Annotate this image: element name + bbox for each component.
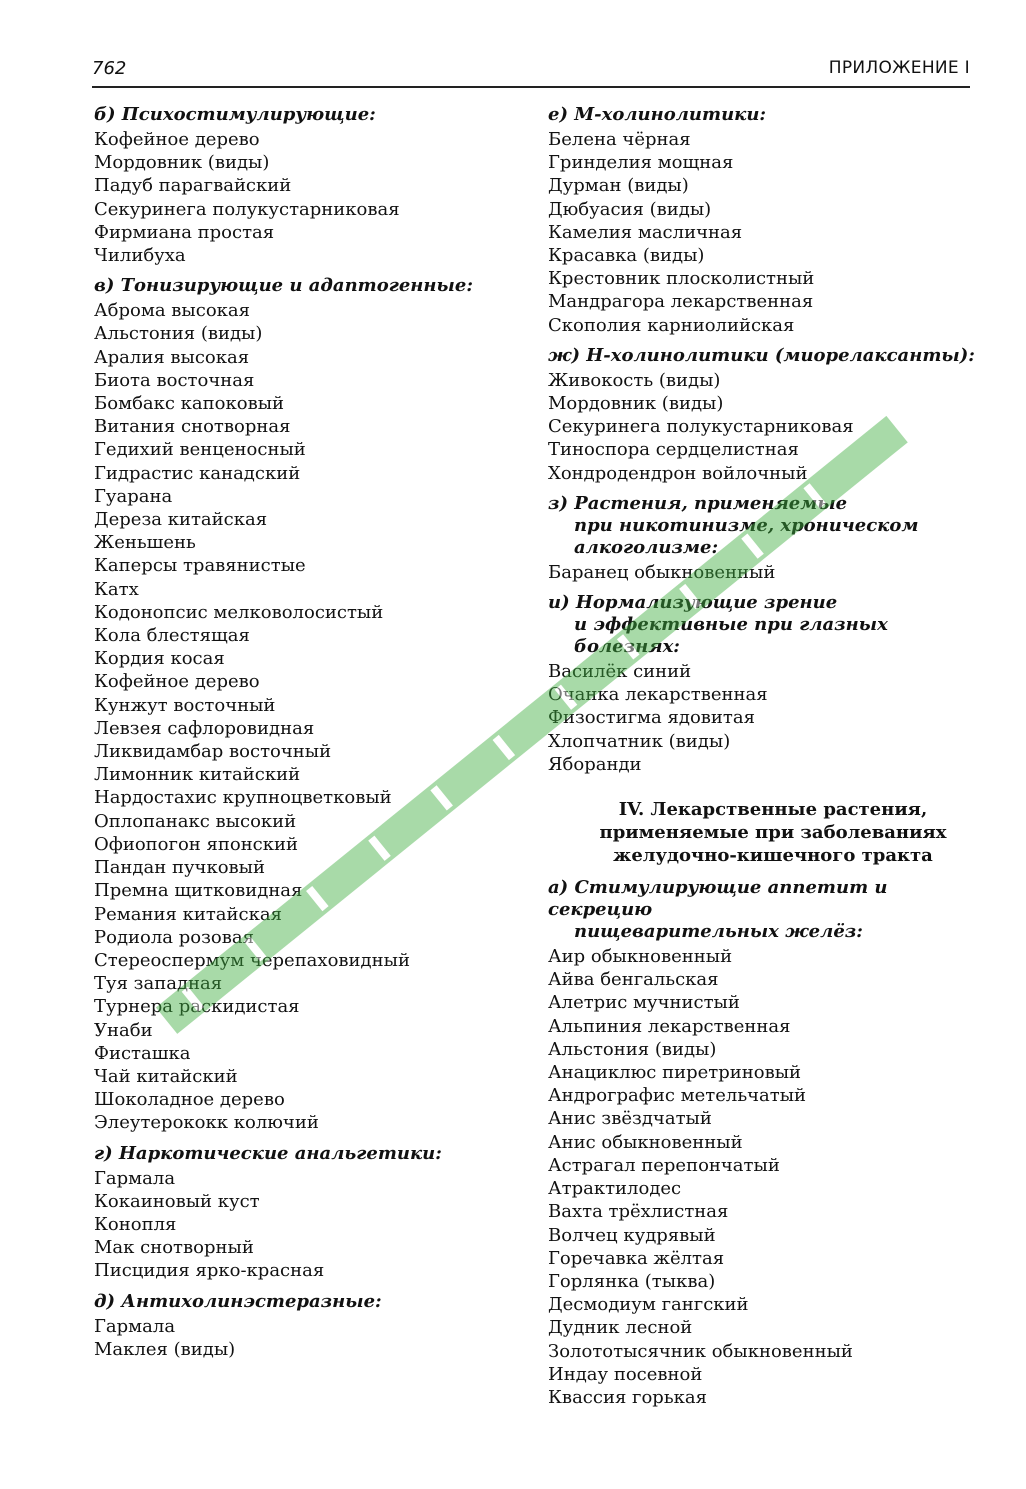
section-title-line: и эффективные при глазных болезнях: bbox=[574, 614, 888, 658]
section-title bbox=[548, 493, 978, 559]
list-item: Офиопогон японский bbox=[94, 833, 299, 855]
plant-list bbox=[94, 1167, 524, 1283]
list-item: Очанка лекарственная bbox=[548, 684, 768, 706]
list-item: Премна щитковидная bbox=[94, 880, 303, 902]
part-heading-line: желудочно-кишечного тракта bbox=[613, 845, 933, 867]
list-item: Ликвидамбар восточный bbox=[94, 741, 332, 763]
list-item: Кунжут восточный bbox=[94, 694, 276, 716]
list-item: Левзея сафлоровидная bbox=[94, 717, 315, 739]
plant-list bbox=[548, 945, 978, 1409]
section-narcotic-analgesics bbox=[94, 1143, 524, 1283]
list-item: Физостигма ядовитая bbox=[548, 707, 755, 729]
list-item: Кофейное дерево bbox=[94, 671, 260, 693]
list-item: Баранец обыкновенный bbox=[548, 561, 776, 583]
list-item: Маклея (виды) bbox=[94, 1338, 236, 1360]
list-item: Хлопчатник (виды) bbox=[548, 730, 731, 752]
part-heading bbox=[548, 798, 978, 867]
list-item: Астрагал перепончатый bbox=[548, 1154, 780, 1176]
list-item: Писцидия ярко-красная bbox=[94, 1260, 325, 1282]
section-title: д) Антихолинэстеразные: bbox=[94, 1290, 382, 1312]
list-item: Унаби bbox=[94, 1019, 153, 1041]
list-item: Анис звёздчатый bbox=[548, 1108, 712, 1130]
section-m-cholinolytics bbox=[548, 104, 978, 337]
list-item: Секуринега полукустарниковая bbox=[548, 416, 854, 438]
list-item: Гидрастис канадский bbox=[94, 462, 301, 484]
list-item: Атрактилодес bbox=[548, 1178, 682, 1200]
list-item: Айва бенгальская bbox=[548, 969, 719, 991]
list-item: Фисташка bbox=[94, 1042, 191, 1064]
page-header bbox=[92, 56, 970, 88]
section-title-line: з) Растения, применяемые bbox=[548, 492, 848, 514]
list-item: Волчец кудрявый bbox=[548, 1224, 716, 1246]
section-appetite-stimulants bbox=[548, 877, 978, 1409]
list-item: Горлянка (тыква) bbox=[548, 1270, 716, 1292]
list-item: Нардостахис крупноцветковый bbox=[94, 787, 392, 809]
list-item: Василёк синий bbox=[548, 661, 692, 683]
list-item: Дурман (виды) bbox=[548, 175, 689, 197]
list-item: Чилибуха bbox=[94, 245, 186, 267]
list-item: Алетрис мучнистый bbox=[548, 992, 740, 1014]
list-item: Мордовник (виды) bbox=[548, 393, 724, 415]
list-item: Витания снотворная bbox=[94, 416, 291, 438]
plant-list bbox=[94, 128, 524, 267]
list-item: Каперсы травянистые bbox=[94, 555, 306, 577]
list-item: Аир обыкновенный bbox=[548, 946, 733, 968]
section-title bbox=[548, 592, 978, 658]
list-item: Камелия масличная bbox=[548, 221, 743, 243]
list-item: Гармала bbox=[94, 1167, 176, 1189]
section-title-line: алкоголизме: bbox=[574, 536, 719, 558]
list-item: Крестовник плосколистный bbox=[548, 268, 815, 290]
list-item: Гринделия мощная bbox=[548, 152, 734, 174]
list-item: Дюбуасия (виды) bbox=[548, 198, 712, 220]
list-item: Мордовник (виды) bbox=[94, 152, 270, 174]
list-item: Аброма высокая bbox=[94, 300, 250, 322]
plant-list bbox=[94, 1315, 524, 1361]
list-item: Хондродендрон войлочный bbox=[548, 462, 808, 484]
list-item: Живокость (виды) bbox=[548, 369, 721, 391]
list-item: Квассия горькая bbox=[548, 1386, 707, 1408]
list-item: Дереза китайская bbox=[94, 509, 268, 531]
right-column bbox=[548, 104, 978, 1417]
list-item: Десмодиум гангский bbox=[548, 1294, 749, 1316]
list-item: Гуарана bbox=[94, 485, 173, 507]
list-item: Биота восточная bbox=[94, 369, 255, 391]
section-title-line: при никотинизме, хроническом bbox=[574, 514, 919, 536]
list-item: Тиноспора сердцелистная bbox=[548, 439, 799, 461]
section-title: в) Тонизирующие и адаптогенные: bbox=[94, 275, 473, 297]
section-title-line: и) Нормализующие зрение bbox=[548, 592, 838, 614]
list-item: Элеутерококк колючий bbox=[94, 1112, 319, 1134]
list-item: Гедихий венценосный bbox=[94, 439, 306, 461]
plant-list bbox=[94, 299, 524, 1134]
section-nicotinism-alcoholism bbox=[548, 493, 978, 584]
list-item: Андрографис метельчатый bbox=[548, 1085, 807, 1107]
section-title: е) М-холинолитики: bbox=[548, 104, 767, 125]
list-item: Горечавка жёлтая bbox=[548, 1247, 725, 1269]
section-title bbox=[548, 877, 978, 943]
section-title-line: а) Стимулирующие аппетит и секрецию bbox=[548, 877, 888, 921]
list-item: Кокаиновый куст bbox=[94, 1190, 260, 1212]
list-item: Кола блестящая bbox=[94, 625, 250, 647]
list-item: Анис обыкновенный bbox=[548, 1131, 743, 1153]
list-item: Кодонопсис мелковолосистый bbox=[94, 601, 384, 623]
list-item: Мак снотворный bbox=[94, 1237, 254, 1259]
list-item: Белена чёрная bbox=[548, 129, 691, 150]
list-item: Кордия косая bbox=[94, 648, 225, 670]
list-item: Фирмиана простая bbox=[94, 221, 275, 243]
list-item: Конопля bbox=[94, 1213, 177, 1235]
list-item: Пандан пучковый bbox=[94, 857, 265, 879]
section-vision bbox=[548, 592, 978, 776]
list-item: Шоколадное дерево bbox=[94, 1089, 285, 1111]
list-item: Женьшень bbox=[94, 532, 196, 554]
list-item: Яборанди bbox=[548, 753, 642, 775]
list-item: Падуб парагвайский bbox=[94, 175, 292, 197]
list-item: Бомбакс капоковый bbox=[94, 393, 285, 415]
section-title: ж) Н-холинолитики (миорелаксанты): bbox=[548, 344, 975, 366]
plant-list bbox=[548, 660, 978, 776]
list-item: Красавка (виды) bbox=[548, 245, 705, 267]
section-n-cholinolytics bbox=[548, 345, 978, 485]
section-title: г) Наркотические анальгетики: bbox=[94, 1142, 442, 1164]
list-item: Лимонник китайский bbox=[94, 764, 301, 786]
section-tonic-adaptogens bbox=[94, 275, 524, 1134]
part-heading-line: применяемые при заболеваниях bbox=[599, 822, 947, 844]
list-item: Альстония (виды) bbox=[94, 323, 263, 345]
list-item: Вахта трёхлистная bbox=[548, 1201, 729, 1223]
list-item: Аралия высокая bbox=[94, 346, 250, 368]
plant-list bbox=[548, 369, 978, 485]
list-item: Родиола розовая bbox=[94, 926, 254, 948]
list-item: Турнера раскидистая bbox=[94, 996, 300, 1018]
plant-list bbox=[548, 561, 978, 584]
list-item: Мандрагора лекарственная bbox=[548, 291, 814, 313]
list-item: Чай китайский bbox=[94, 1065, 238, 1087]
section-title: б) Психостимулирующие: bbox=[94, 104, 376, 125]
list-item: Стереоспермум черепаховидный bbox=[94, 949, 410, 971]
section-psychostimulants bbox=[94, 104, 524, 267]
list-item: Альстония (виды) bbox=[548, 1038, 717, 1060]
part-heading-line: IV. Лекарственные растения, bbox=[618, 799, 928, 821]
list-item: Туя западная bbox=[94, 973, 223, 995]
list-item: Анациклюс пиретриновый bbox=[548, 1062, 802, 1084]
list-item: Дудник лесной bbox=[548, 1317, 693, 1339]
list-item: Ремания китайская bbox=[94, 903, 282, 925]
list-item: Кофейное дерево bbox=[94, 129, 260, 150]
list-item: Альпиния лекарственная bbox=[548, 1015, 791, 1037]
page-number: 762 bbox=[92, 58, 127, 79]
list-item: Скополия карниолийская bbox=[548, 314, 795, 336]
running-head: ПРИЛОЖЕНИЕ I bbox=[828, 58, 970, 78]
list-item: Гармала bbox=[94, 1315, 176, 1337]
list-item: Оплопанакс высокий bbox=[94, 810, 297, 832]
left-column bbox=[94, 104, 524, 1369]
list-item: Катх bbox=[94, 578, 139, 600]
list-item: Золототысячник обыкновенный bbox=[548, 1340, 853, 1362]
list-item: Индау посевной bbox=[548, 1363, 703, 1385]
section-anticholinesterase bbox=[94, 1291, 524, 1361]
section-title-line: пищеварительных желёз: bbox=[574, 921, 863, 943]
plant-list bbox=[548, 128, 978, 337]
list-item: Секуринега полукустарниковая bbox=[94, 198, 400, 220]
